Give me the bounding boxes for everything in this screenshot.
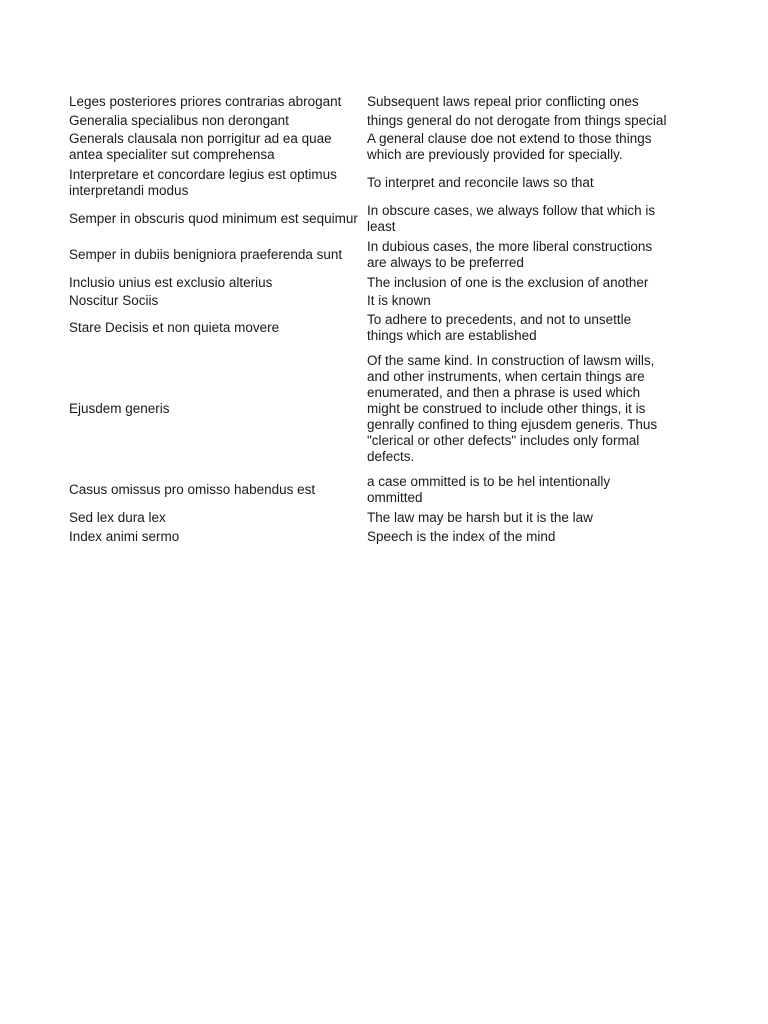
english-translation: It is known: [367, 292, 431, 308]
latin-maxim: Stare Decisis et non quieta movere: [69, 320, 280, 335]
english-translation: Subsequent laws repeal prior conflicting ones: [367, 93, 639, 109]
table-row: [69, 274, 667, 291]
english-translation: Speech is the index of the mind: [367, 528, 556, 544]
table-row: [69, 528, 667, 545]
latin-maxim: Leges posteriores priores contrarias abrogant: [69, 93, 342, 109]
table-row: [69, 238, 667, 272]
english-translation: To interpret and reconcile laws so that: [367, 175, 594, 190]
latin-maxim: Noscitur Sociis: [69, 292, 159, 308]
english-translation: To adhere to precedents, and not to unsettle things which are established: [367, 312, 632, 343]
english-translation: In obscure cases, we always follow that which is least: [367, 203, 656, 234]
english-translation: In dubious cases, the more liberal constructions are always to be preferred: [367, 239, 653, 270]
table-row: [69, 130, 667, 164]
table-row: [69, 292, 667, 309]
table-row: [69, 166, 667, 200]
latin-maxim: Ejusdem generis: [69, 401, 170, 416]
latin-maxim: Sed lex dura lex: [69, 509, 166, 525]
table-row: [69, 509, 667, 526]
english-translation: Of the same kind. In construction of lawsm wills, and other instruments, when certain things are enumerated, and then a phrase is used which might be construed to include other things, it is genrally confined to thing ejusdem generis. Thus "clerical or other defects" includes only formal defects.: [367, 353, 658, 464]
latin-maxim: Inclusio unius est exclusio alterius: [69, 274, 273, 290]
latin-maxim: Casus omissus pro omisso habendus est: [69, 482, 316, 497]
english-translation: The law may be harsh but it is the law: [367, 509, 593, 525]
english-translation: The inclusion of one is the exclusion of another: [367, 274, 649, 290]
english-translation: things general do not derogate from things special: [367, 113, 667, 128]
english-translation: a case ommitted is to be hel intentionally ommitted: [367, 474, 611, 505]
table-row: [69, 352, 667, 466]
english-translation: A general clause doe not extend to those things which are previously provided for specially.: [367, 131, 652, 162]
table-row: [69, 473, 667, 507]
table-row: [69, 202, 667, 236]
latin-maxim: Index animi sermo: [69, 528, 180, 544]
latin-maxim: Semper in dubiis benigniora praeferenda sunt: [69, 247, 343, 262]
latin-maxim: Generals clausala non porrigitur ad ea quae antea specialiter sut comprehensa: [69, 131, 332, 162]
latin-maxim: Interpretare et concordare legius est optimus interpretandi modus: [69, 167, 337, 198]
latin-maxim: Generalia specialibus non derongant: [69, 113, 289, 128]
table-row: [69, 311, 667, 345]
latin-maxim: Semper in obscuris quod minimum est sequimur: [69, 211, 358, 226]
